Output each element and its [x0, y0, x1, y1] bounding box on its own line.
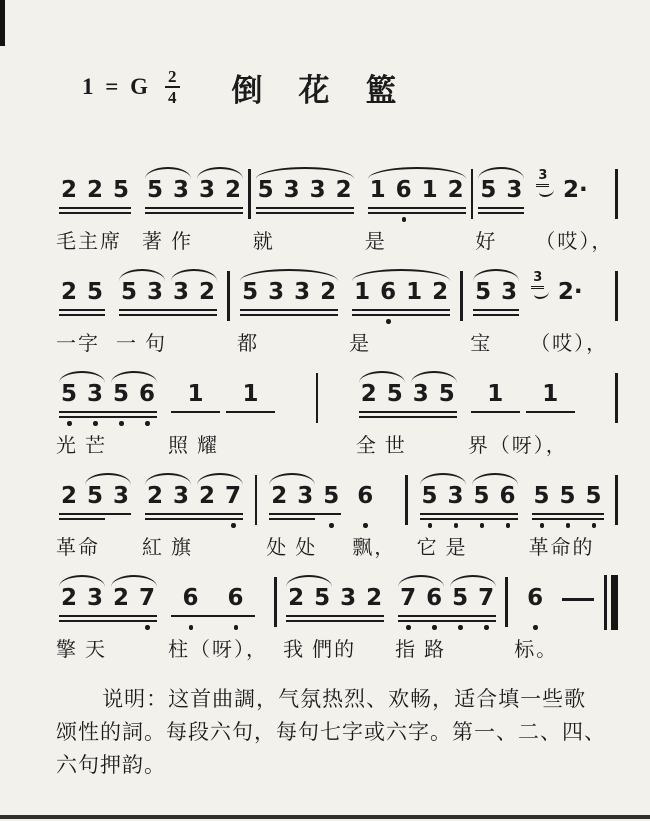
beam-underline	[420, 518, 518, 520]
music-system	[56, 574, 618, 663]
barline	[227, 271, 230, 321]
music-note: 3	[294, 279, 311, 305]
lyric-text: 全 世	[355, 435, 407, 457]
music-note: 3	[172, 483, 189, 509]
measure	[356, 370, 578, 459]
music-note: 5	[585, 483, 602, 509]
octave-dot	[506, 523, 511, 528]
beam-underline	[145, 212, 243, 214]
barline	[248, 169, 251, 219]
music-note: 2	[271, 483, 288, 509]
notation-group	[116, 268, 220, 328]
barline	[274, 577, 277, 627]
score-header	[82, 60, 618, 114]
music-note: 5	[559, 483, 576, 509]
beam-underline	[59, 615, 157, 617]
barline	[615, 271, 618, 321]
beam-underline	[478, 207, 524, 209]
music-note: 6	[227, 585, 244, 611]
scan-artifact-bottom	[0, 815, 650, 819]
notation-group	[56, 472, 134, 532]
beam-underline	[240, 314, 338, 316]
notation-group	[168, 370, 278, 430]
music-note: 6	[426, 585, 443, 611]
notation-group	[535, 166, 593, 226]
barline	[615, 373, 618, 423]
lyric-text: 界（呀），	[467, 435, 568, 457]
notation-group	[395, 574, 499, 634]
beam-underline	[145, 513, 243, 515]
octave-dot	[592, 523, 597, 528]
music-note: 3	[297, 483, 314, 509]
notation-group	[470, 268, 522, 328]
beam-underline	[240, 309, 338, 311]
music-note: 3	[198, 177, 215, 203]
music-note: 6	[527, 585, 544, 611]
beam-underline	[59, 411, 157, 413]
beam-underline	[269, 513, 341, 515]
beat-group	[352, 472, 396, 561]
final-barline-thin	[604, 575, 607, 630]
music-note: 5	[60, 381, 77, 407]
measure	[56, 166, 246, 255]
music-note: 2	[60, 279, 77, 305]
octave-dot	[454, 523, 459, 528]
measure	[417, 472, 607, 561]
beam-underline	[256, 212, 354, 214]
music-note: 5	[146, 177, 163, 203]
beat-group	[349, 268, 453, 357]
beat-group	[168, 574, 268, 663]
music-note: 1	[542, 381, 559, 407]
lyric-text: 指 路	[395, 639, 447, 661]
beam-underline	[471, 411, 520, 413]
beat-group	[365, 166, 469, 255]
time-signature	[165, 68, 180, 106]
music-note: 3	[412, 381, 429, 407]
music-note: 3	[309, 177, 326, 203]
lyric-text: 是	[349, 333, 372, 355]
lyric-text: 好	[475, 231, 498, 253]
music-note: 5	[452, 585, 469, 611]
music-note: 3	[112, 483, 129, 509]
notation-group	[237, 268, 341, 328]
system-measures	[56, 574, 618, 663]
music-note: 1	[406, 279, 423, 305]
lyric-text: 柱（呀），	[168, 639, 268, 661]
notation-group	[168, 574, 258, 634]
octave-dot	[566, 523, 571, 528]
music-note: 3	[501, 279, 518, 305]
music-note: 2	[60, 483, 77, 509]
barline	[615, 475, 618, 525]
barline	[505, 577, 508, 627]
lyric-text: 紅 旗	[142, 537, 193, 559]
notation-group	[56, 166, 134, 226]
music-note: 5	[86, 483, 103, 509]
music-note: 5	[257, 177, 274, 203]
beam-underline	[398, 615, 496, 617]
beat-group	[266, 472, 344, 561]
music-note: 5	[323, 483, 340, 509]
music-note: 6	[357, 483, 374, 509]
measure	[470, 268, 608, 357]
octave-dot	[329, 523, 334, 528]
music-note: 2	[447, 177, 464, 203]
barline	[460, 271, 463, 321]
final-barline-thick	[611, 575, 618, 630]
octave-dot	[234, 625, 239, 630]
beam-underline	[119, 309, 217, 311]
music-note: 7	[478, 585, 495, 611]
lyric-text: 擎 天	[56, 639, 107, 661]
music-note: 6	[499, 483, 516, 509]
notation-group	[530, 268, 588, 328]
lyric-text: 革命	[56, 537, 100, 559]
beam-underline	[59, 212, 131, 214]
music-note: 1	[421, 177, 438, 203]
beam-underline	[59, 513, 131, 515]
lyric-text: 革命的	[528, 537, 595, 559]
music-note: 2	[360, 381, 377, 407]
octave-dot	[428, 523, 433, 528]
beat-group	[283, 574, 387, 663]
octave-dot	[363, 523, 368, 528]
lyric-text: （哎），	[530, 333, 609, 355]
footnote-line: 六句押韵。	[56, 753, 166, 777]
music-note: 3	[283, 177, 300, 203]
beam-underline	[59, 207, 131, 209]
beam-underline	[171, 411, 220, 413]
music-note: 2	[198, 279, 215, 305]
music-note: 1	[487, 381, 504, 407]
beam-underline	[171, 615, 255, 617]
music-note: 3	[506, 177, 523, 203]
music-note: 6	[138, 381, 155, 407]
key-signature: 1 = G	[82, 74, 151, 99]
beat-group	[56, 370, 160, 459]
barline	[405, 475, 408, 525]
octave-dot	[432, 625, 437, 630]
notation-group	[56, 268, 108, 328]
notation-group	[349, 268, 453, 328]
octave-dot	[484, 625, 489, 630]
octave-dot	[93, 421, 98, 426]
music-note: 6	[182, 585, 199, 611]
beam-underline	[145, 207, 243, 209]
measure	[56, 370, 278, 459]
measure	[56, 472, 246, 561]
music-note: 6	[380, 279, 397, 305]
lyric-text: 处 处	[266, 537, 318, 559]
music-note: 5	[120, 279, 137, 305]
lyric-text: 是	[364, 231, 387, 253]
beam-underline	[119, 314, 217, 316]
music-note: 3	[172, 279, 189, 305]
beam-underline	[420, 513, 518, 515]
notation-group	[514, 574, 598, 634]
octave-dot	[119, 421, 124, 426]
music-note: 7	[224, 483, 241, 509]
time-signature-numerator: 2	[165, 68, 180, 88]
lyric-text: 一字	[56, 333, 100, 355]
beat-group	[395, 574, 499, 663]
lyric-text: 标。	[514, 639, 559, 661]
barline	[615, 169, 618, 219]
octave-dot	[533, 625, 538, 630]
beat-group	[475, 166, 527, 255]
beat-group	[530, 268, 608, 357]
octave-dot	[67, 421, 72, 426]
music-note: 2	[366, 585, 383, 611]
beat-group	[142, 472, 246, 561]
music-system	[56, 472, 618, 561]
music-note: 3	[340, 585, 357, 611]
music-note: 3	[86, 585, 103, 611]
octave-dot	[145, 625, 150, 630]
music-note: 5	[112, 381, 129, 407]
notation-group	[529, 472, 607, 532]
dash-note	[562, 598, 594, 601]
measure	[253, 166, 469, 255]
system-measures	[56, 472, 618, 561]
music-note: 5	[475, 279, 492, 305]
octave-dot	[386, 319, 391, 324]
beat-group	[56, 472, 134, 561]
music-note: 5	[473, 483, 490, 509]
lyric-text: 著 作	[142, 231, 193, 253]
music-note: 2	[112, 585, 129, 611]
grace-tie-icon	[539, 185, 554, 197]
music-note: 2	[320, 279, 337, 305]
music-note: 2	[224, 177, 241, 203]
measure	[56, 268, 220, 357]
beam-underline	[226, 411, 275, 413]
beam-underline	[286, 620, 384, 622]
lyric-text: 都	[237, 333, 260, 355]
octave-dot	[189, 625, 194, 630]
notation-group	[365, 166, 469, 226]
lyric-text: （哎），	[535, 231, 614, 253]
beat-group	[529, 472, 607, 561]
system-measures	[56, 166, 618, 255]
octave-dot	[540, 523, 545, 528]
lyric-text: 一 句	[116, 333, 167, 355]
barline	[255, 475, 258, 525]
music-note: 2	[288, 585, 305, 611]
music-system	[56, 268, 618, 357]
system-measures	[56, 370, 618, 459]
octave-dot	[231, 523, 236, 528]
music-note: 2	[335, 177, 352, 203]
beat-group	[514, 574, 598, 663]
music-system	[56, 370, 618, 459]
notation-group	[475, 166, 527, 226]
beat-group	[56, 268, 108, 357]
music-note: 2	[198, 483, 215, 509]
lyric-text: 宝	[470, 333, 493, 355]
music-note: 7	[138, 585, 155, 611]
music-note: 3	[268, 279, 285, 305]
lyric-text: 我 們的	[283, 639, 357, 661]
music-note: 6	[395, 177, 412, 203]
lyric-text: 毛主席	[56, 231, 122, 253]
beam-underline	[532, 518, 604, 520]
notation-group	[468, 370, 578, 430]
beam-underline	[59, 518, 105, 520]
notation-group	[266, 472, 344, 532]
music-note: 5	[533, 483, 550, 509]
beam-underline	[473, 309, 519, 311]
beat-group	[116, 268, 220, 357]
measure	[514, 574, 598, 663]
music-note: 2·	[563, 177, 588, 203]
beam-underline	[59, 314, 105, 316]
beam-underline	[352, 309, 450, 311]
music-note: 1	[242, 381, 259, 407]
notation-group	[142, 166, 246, 226]
time-signature-denominator: 4	[168, 88, 177, 107]
notation-group	[56, 370, 160, 430]
barline	[316, 373, 319, 423]
music-note: 2·	[557, 279, 583, 305]
beat-group	[535, 166, 613, 255]
notation-group	[56, 574, 160, 634]
music-note: 5	[112, 177, 129, 203]
notation-group	[356, 370, 460, 430]
beam-underline	[352, 314, 450, 316]
music-note: 5	[86, 279, 103, 305]
beam-underline	[478, 212, 524, 214]
beat-group	[470, 268, 522, 357]
music-system	[56, 166, 618, 255]
beam-underline	[368, 207, 466, 209]
beam-underline	[368, 212, 466, 214]
music-note: 2	[146, 483, 163, 509]
beam-underline	[286, 615, 384, 617]
octave-dot	[480, 523, 485, 528]
beam-underline	[526, 411, 575, 413]
beam-underline	[256, 207, 354, 209]
footnote-line: 颂性的詞。每段六句，每句七字或六字。第一、二、四、	[56, 720, 606, 744]
octave-dot	[406, 625, 411, 630]
octave-dot	[458, 625, 463, 630]
score-title: 倒花籃	[231, 72, 433, 108]
notation-group	[142, 472, 246, 532]
music-note: 7	[400, 585, 417, 611]
beat-group	[417, 472, 521, 561]
beam-underline	[398, 620, 496, 622]
lyric-text: 它 是	[416, 537, 468, 559]
notation-group	[352, 472, 378, 532]
measure	[237, 268, 453, 357]
notation-group	[283, 574, 387, 634]
footnote	[56, 683, 618, 782]
music-note: 2	[432, 279, 449, 305]
music-note: 3	[86, 381, 103, 407]
music-note: 2	[60, 585, 77, 611]
music-note: 1	[354, 279, 371, 305]
music-note: 5	[438, 381, 455, 407]
beam-underline	[145, 518, 243, 520]
final-barline	[604, 575, 618, 630]
music-note: 2	[60, 177, 77, 203]
music-note: 1	[187, 381, 204, 407]
music-note: 3	[146, 279, 163, 305]
notation-group	[417, 472, 521, 532]
beam-underline	[59, 416, 157, 418]
footnote-line: 说明：这首曲調，气氛热烈、欢畅，适合填一些歌	[102, 687, 587, 711]
measure	[266, 472, 396, 561]
beat-group	[468, 370, 578, 459]
music-note: 5	[242, 279, 259, 305]
grace-note: 3	[531, 270, 544, 289]
lyric-text: 照 耀	[168, 435, 219, 457]
music-note: 5	[314, 585, 331, 611]
beam-underline	[359, 416, 457, 418]
beat-group	[168, 370, 278, 459]
music-note: 5	[386, 381, 403, 407]
beat-group	[253, 166, 357, 255]
grace-tie-icon	[534, 287, 549, 299]
beat-group	[356, 370, 460, 459]
beam-underline	[59, 620, 157, 622]
lyric-text: 光 芒	[56, 435, 107, 457]
music-note: 1	[369, 177, 386, 203]
beat-group	[56, 166, 134, 255]
music-note: 3	[447, 483, 464, 509]
beam-underline	[473, 314, 519, 316]
music-systems	[56, 166, 618, 663]
beam-underline	[269, 518, 315, 520]
system-measures	[56, 268, 618, 357]
beam-underline	[59, 309, 105, 311]
beam-underline	[359, 411, 457, 413]
beam-underline	[532, 513, 604, 515]
beat-group	[56, 574, 160, 663]
octave-dot	[145, 421, 150, 426]
measure	[283, 574, 499, 663]
lyric-text: 就	[252, 231, 275, 253]
octave-dot	[402, 217, 407, 222]
measure	[56, 574, 268, 663]
barline	[471, 169, 474, 219]
music-note: 3	[172, 177, 189, 203]
music-note: 5	[480, 177, 497, 203]
grace-note: 3	[536, 168, 549, 187]
lyric-text: 飘，	[352, 537, 397, 559]
beat-group	[142, 166, 246, 255]
music-note: 2	[86, 177, 103, 203]
music-note: 5	[421, 483, 438, 509]
beat-group	[237, 268, 341, 357]
notation-group	[253, 166, 357, 226]
measure	[475, 166, 613, 255]
